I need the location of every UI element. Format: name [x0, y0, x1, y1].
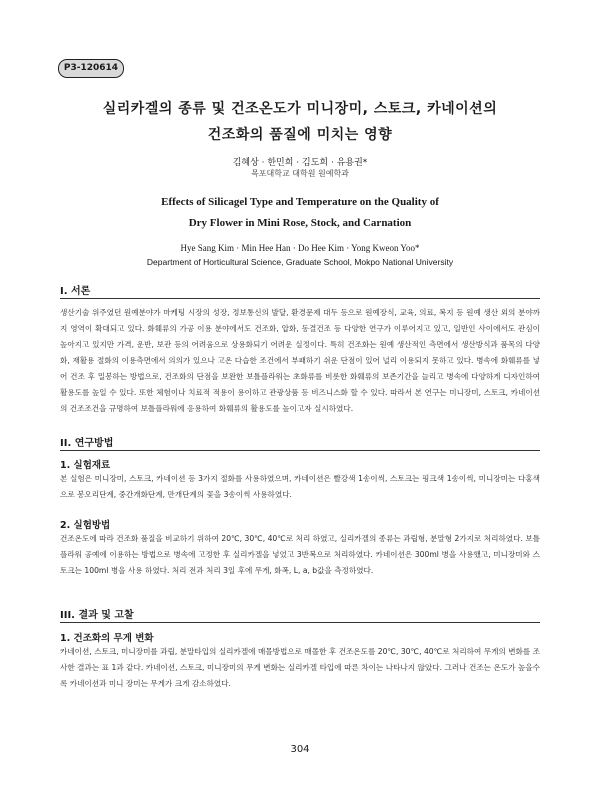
subheading-weight-change: 1. 건조화의 무게 변화: [60, 633, 154, 644]
affiliation-ko: 목포대학교 대학원 원예학과: [251, 169, 349, 178]
subheading-materials: 1. 실험재료: [60, 460, 111, 471]
title-en-line-1: Effects of Silicagel Type and Temperature on the Quality of: [161, 196, 439, 208]
method-paragraph: 건조온도에 따라 건조화 품질을 비교하기 위하여 20℃, 30℃, 40℃로 처리 하였고, 실리카겔의 종류는 과립형, 분말형 2가지로 처리하였다. 보틀플라워 공예에 이용하는 방법으로 병속에 고정한 후 실리카겔을 넣었고 3반복으로 처리하였다. 카네이션은 300ml 병을 사용했고, 미니장미와 스토크는 100ml 병을 사용 하였다. 처리 전과 처리 3일 후에 무게, 화폭, L, a, b값을 측정하였다.: [60, 534, 540, 575]
weight-change-paragraph: 카네이션, 스토크, 미니장미를 과립, 분말타입의 실리카겔에 매몰방법으로 매몰한 후 건조온도를 20℃, 30℃, 40℃로 처리하여 무게의 변화를 조사한 결과는 표 1과 같다. 카네이션, 스토크, 미니장미의 무게 변화는 실리카겔 타입에 따른 차이는 나타나지 않았다. 그러나 건조는 온도가 높을수록 카네이션과 미니 장미는 무게가 크게 감소하였다.: [60, 647, 540, 688]
authors-ko: 김혜상 · 한민희 · 김도희 · 유용권*: [232, 158, 368, 168]
title-en-line-2: Dry Flower in Mini Rose, Stock, and Carnation: [188, 217, 412, 229]
subheading-method: 2. 실험방법: [60, 520, 111, 531]
introduction-paragraph: 생산기술 위주였던 원예분야가 마케팅 시장의 성장, 정보통신의 발달, 환경문제 대두 등으로 원예장식, 교육, 의료, 복지 등 원예 생산 외의 분야까지 영역이 확대되고 있다. 화훼류의 가공 이용 분야에서도 건조화, 압화, 동결건조 등 다양한 연구가 이루어지고 있고, 일반인 사이에서도 관심이 높아지고 있지만 가격, 운반, 보관 등의 어려움으로 상용화되기 어려운 실정이다. 특히 건조화는 원예 생산적인 측면에서 생산방식과 품목의 다양화, 재활용 절화의 이용측면에서 의의가 있으나 고온 다습한 조건에서 부패하기 쉬운 단점이 있어 널리 이용되지 못하고 있다. 병속에 화훼류를 넣어 건조 후 밀봉하는 방법으로, 건조화의 단점을 보완한 보틀플라워는 초화류를 비롯한 화훼류의 보존기간을 늘리고 병속에 다양하게 디자인하여 활용도를 높일 수 있다. 또한 체험이나 치료적 적용이 용이하고 관광상품 등 비즈니스화 할 수 있다. 따라서 본 연구는 미니장미, 스토크, 카네이션의 건조조건을 규명하여 보틀플라워에 응용하여 화훼류의 활용도를 높이고자 실시하였다.: [60, 308, 540, 413]
authors-en: Hye Sang Kim · Min Hee Han · Do Hee Kim · Yong Kweon Yoo*: [180, 243, 420, 253]
title-ko-line-1: 실리카겔의 종류 및 건조온도가 미니장미, 스토크, 카네이션의: [102, 101, 498, 117]
title-ko-line-2: 건조화의 품질에 미치는 영향: [207, 127, 393, 143]
section-heading-methods: II. 연구방법: [60, 434, 540, 451]
materials-paragraph: 본 실험은 미니장미, 스토크, 카네이션 등 3가지 절화를 사용하였으며, 카네이션은 빨강색 1송이씩, 스토크는 핑크색 1송이씩, 미니장미는 다홍색으로 봉오리단계, 중간개화단계, 만개단계의 꽃을 3송이씩 사용하였다.: [60, 474, 540, 499]
section-heading-results: III. 결과 및 고찰: [60, 606, 540, 623]
section-heading-introduction: I. 서론: [60, 282, 540, 299]
page-number: 304: [290, 744, 310, 755]
paper-code-badge: P3-120614: [58, 59, 124, 78]
affiliation-en: Department of Horticultural Science, Graduate School, Mokpo National University: [146, 257, 454, 267]
